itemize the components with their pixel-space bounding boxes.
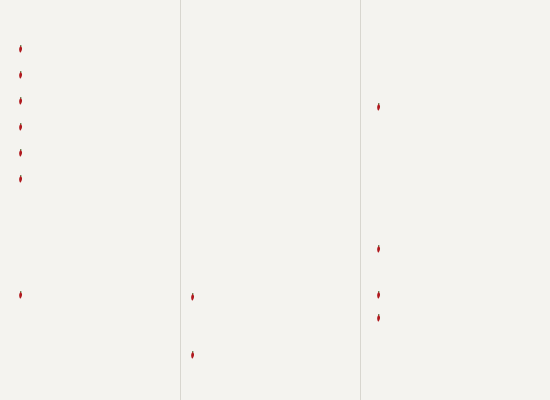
red-pepper-icon — [376, 314, 381, 322]
red-pepper-icon — [190, 351, 195, 359]
red-pepper-icon — [190, 293, 195, 301]
red-pepper-icon — [18, 291, 23, 299]
column-lunch-special — [360, 0, 550, 400]
red-pepper-icon — [18, 123, 23, 131]
red-pepper-icon — [376, 245, 381, 253]
column-seafood — [0, 0, 180, 400]
red-pepper-icon — [376, 291, 381, 299]
red-pepper-icon — [18, 45, 23, 53]
column-seolleongtang — [180, 0, 360, 400]
red-pepper-icon — [18, 175, 23, 183]
red-pepper-icon — [376, 103, 381, 111]
red-pepper-icon — [18, 71, 23, 79]
red-pepper-icon — [18, 149, 23, 157]
red-pepper-icon — [18, 97, 23, 105]
